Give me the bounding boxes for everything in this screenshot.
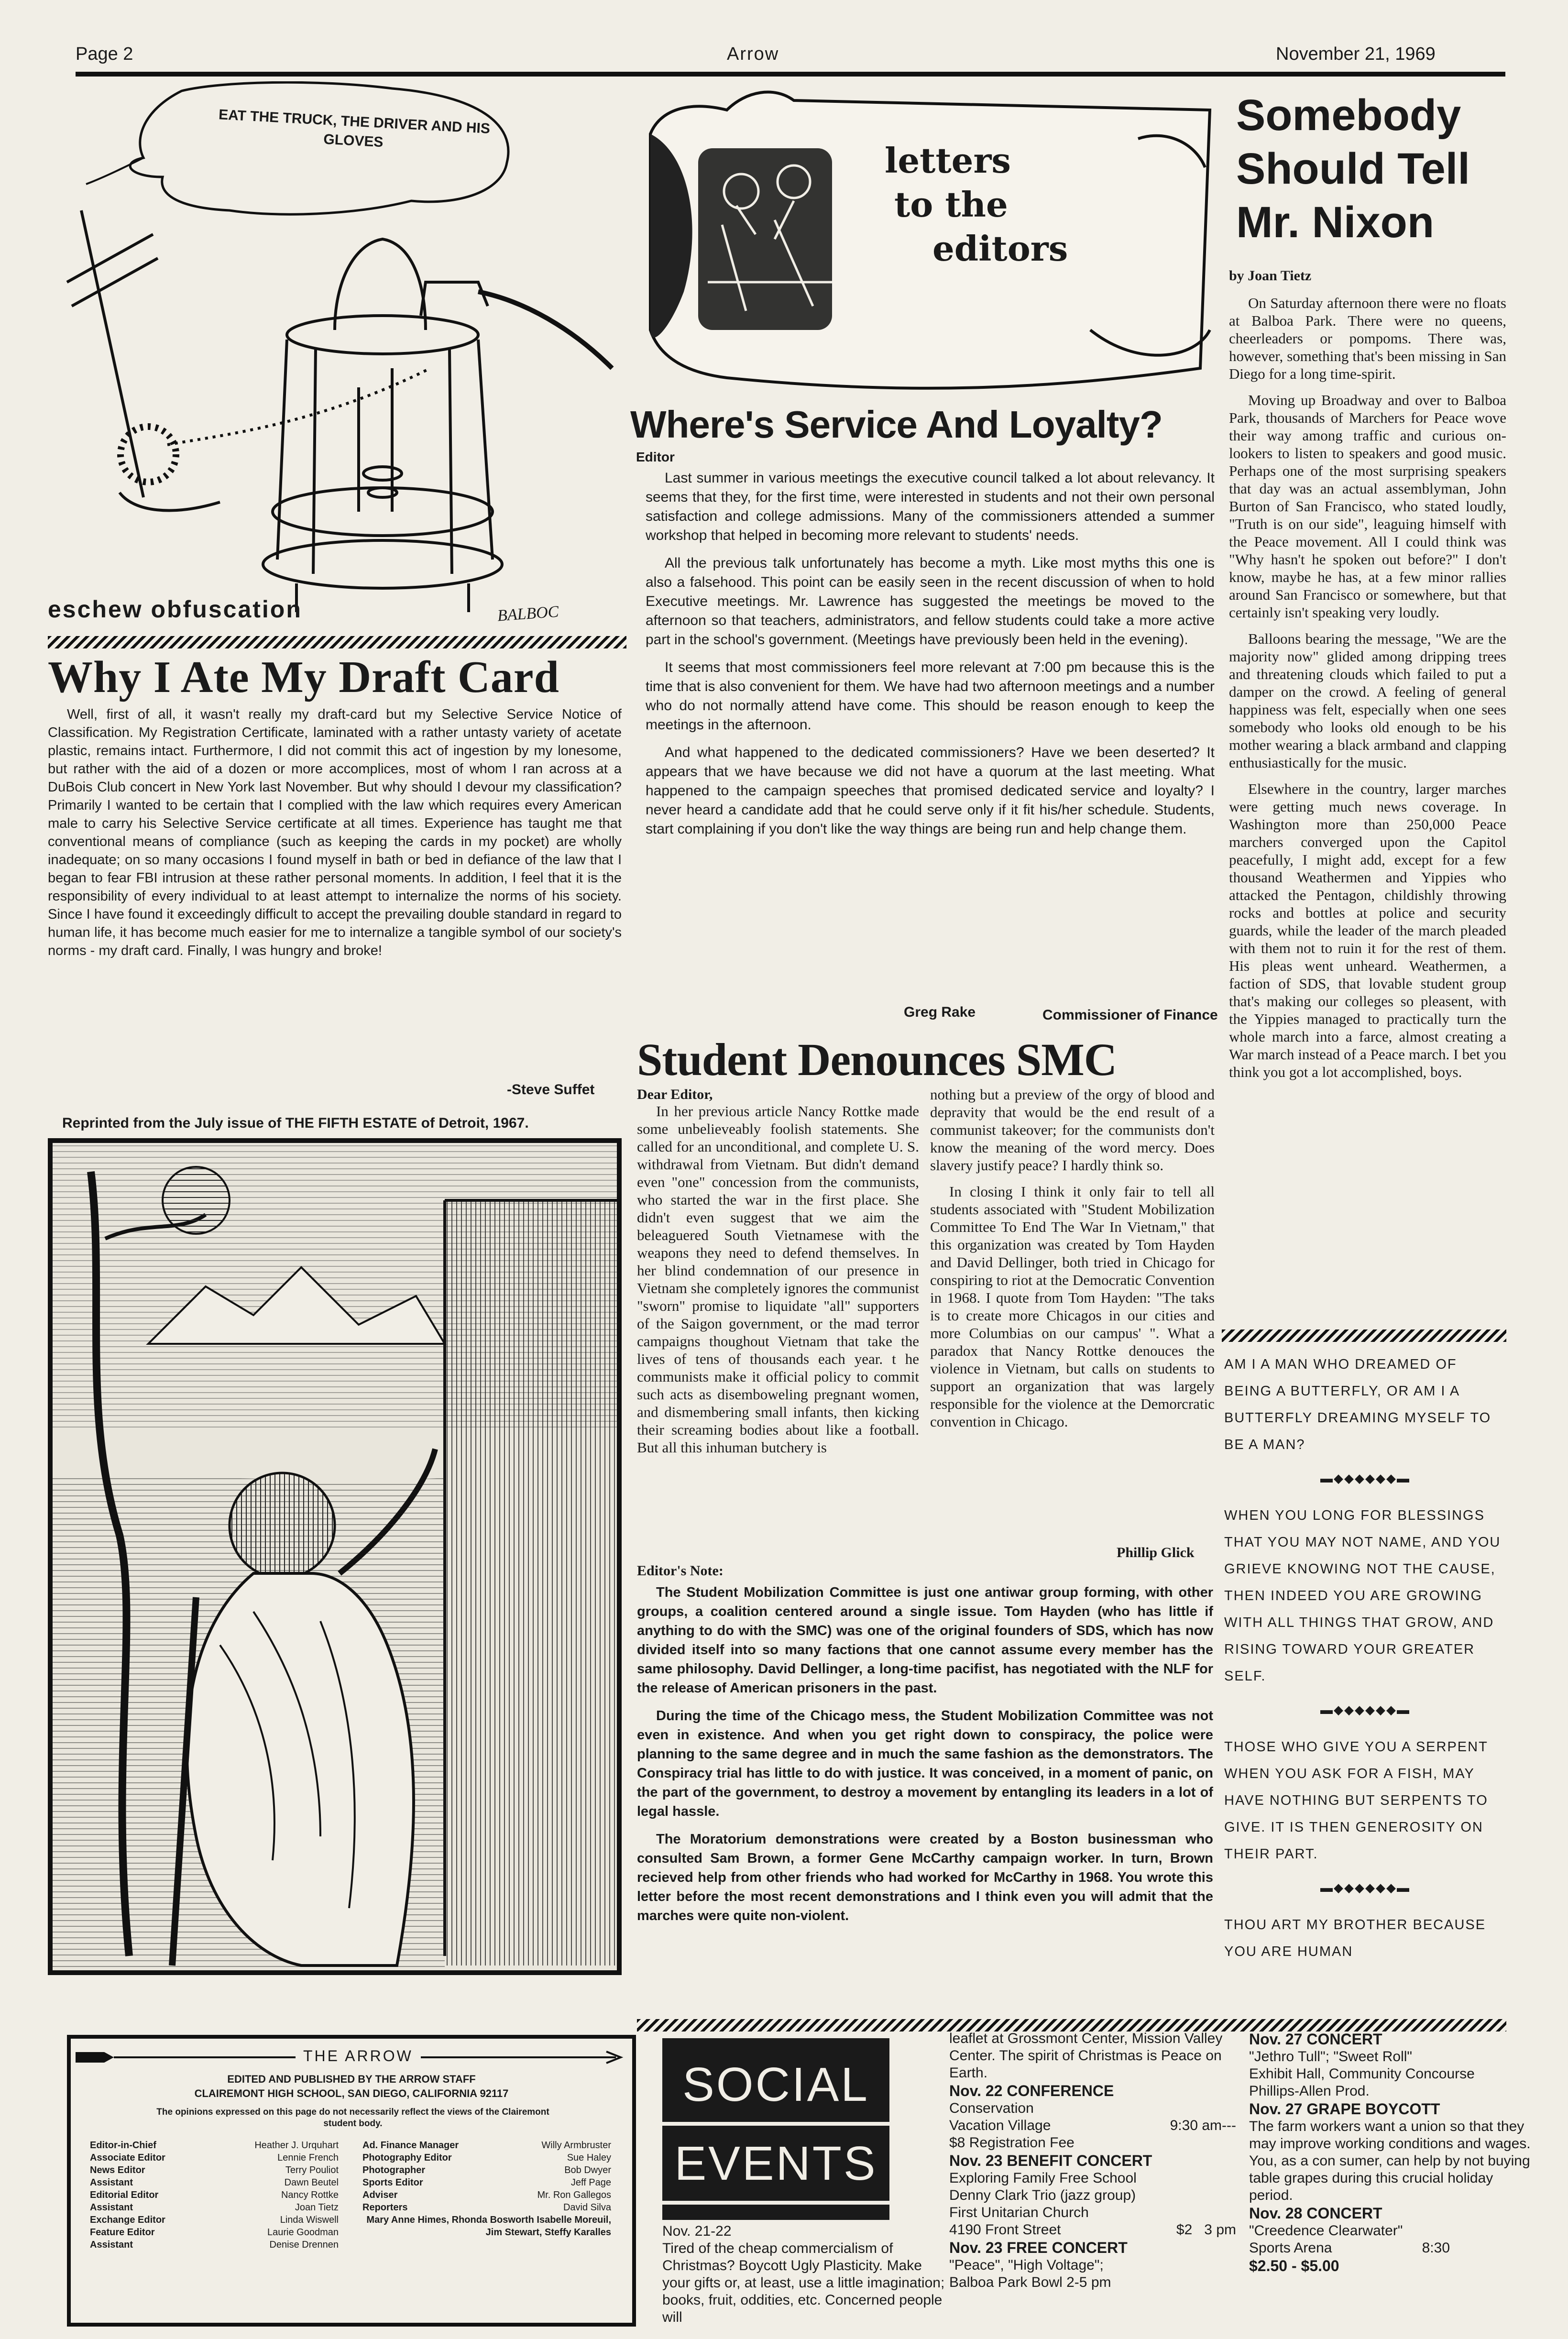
smc-paragraph: In closing I think it only fair to tell all students associated with "Student Mobilization Committee To End The War In Vietnam," that this organization was created by Tom Hayden and David Dellinger, both tried in Chicago for conspiring to riot at the Democratic Convention in 1968. I quote from Tom Hayden: "The taks is to create more Chicagos in our cities and more Columbias on our campus' ". What a paradox that Nancy Rottke denouces the violence in Vietnam, but calls on students to support an organization that was largely responsible for the violence at the Demorcratic convention in Chicago. — [930, 1183, 1215, 1430]
nov27-head: Nov. 27 CONCERT — [1249, 2031, 1382, 2048]
staff-row: Reporters David Silva — [362, 2202, 611, 2213]
poem-stanza: THOU ART MY BROTHER BECAUSE YOU ARE HUMAN — [1224, 1917, 1486, 1959]
conference-line: $8 Registration Fee — [949, 2135, 1075, 2151]
staff-row: Assistant Dawn Beutel — [90, 2177, 339, 2188]
benefit-line: Denny Clark Trio (jazz group) — [949, 2187, 1136, 2203]
social-title-block — [662, 2038, 889, 2220]
nov28-row: Sports Arena 8:30 — [1249, 2240, 1450, 2256]
masthead-box — [67, 2035, 636, 2327]
smc-note-label: Editor's Note: — [637, 1563, 724, 1579]
separator-left-top — [48, 636, 626, 648]
cartoon — [48, 81, 622, 626]
social-column-2 — [949, 2030, 1236, 2291]
staff-row: Adviser Mr. Ron Gallegos — [362, 2190, 611, 2200]
smc-headline: Student Denounces SMC — [637, 1034, 1117, 1085]
header-rule — [76, 72, 1505, 77]
masthead-line1: EDITED AND PUBLISHED BY THE ARROW STAFF — [227, 2073, 476, 2085]
benefit-line: First Unitarian Church — [949, 2205, 1089, 2220]
nixon-headline-line: Should Tell — [1236, 144, 1470, 193]
smc-signature: Phillip Glick — [1117, 1545, 1195, 1560]
cartoon-drawing — [48, 81, 622, 626]
staff-row: Photographer Bob Dwyer — [362, 2165, 611, 2175]
staff-row: Associate Editor Lennie French — [90, 2152, 339, 2163]
conference-line: Conservation — [949, 2100, 1034, 2116]
social-intro — [662, 2223, 949, 2326]
staff-row: Assistant Denise Drennen — [90, 2240, 339, 2250]
page-number: Page 2 — [76, 44, 133, 64]
social-column-3 — [1249, 2030, 1531, 2275]
smc-paragraph: nothing but a preview of the orgy of blood and depravity that would be the end result of a communist takeover; for the communists don't know the meaning of the word mercy. Does slavery justify peace? I hardly think so. — [930, 1086, 1215, 1174]
col2-lead: leaflet at Grossmont Center, Mission Valley Center. The spirit of Christmas is Peace on Earth. — [949, 2031, 1223, 2081]
smc-note-paragraph: During the time of the Chicago mess, the Student Mobilization Committee was not even in existence. And when you get right down to conspiracy, the police were planning to the same degree and in much the same fashion as the demonstrators. The Conspiracy trial has little to do with justice. It was conceived, in a moment of panic, on the part of the government, to destroy a movement by entangling its leaders in a lot of legal hassle. — [637, 1708, 1213, 1819]
smc-salutation: Dear Editor, — [637, 1087, 713, 1102]
poem-stanza: THOSE WHO GIVE YOU A SERPENT WHEN YOU ASK FOR A FISH, MAY HAVE NOTHING BUT SERPENTS TO GIVE. IT IS THEN GENEROSITY ON THEIR PART. — [1224, 1739, 1488, 1862]
service-paragraph: It seems that most commissioners feel more relevant at 7:00 pm because this is the time that is also convenient for them. We have had two afternoon meetings and a number who do not normally attend have come. This should be reason enough to keep the meetings in the afternoon. — [646, 659, 1215, 733]
draftcard-headline: Why I Ate My Draft Card — [48, 652, 559, 702]
staff-row: News Editor Terry Pouliot — [90, 2165, 339, 2175]
nov28-head: Nov. 28 CONCERT — [1249, 2205, 1382, 2222]
woodcut-drawing — [53, 1143, 617, 1970]
smc-note-paragraph: The Moratorium demonstrations were created by a Boston businessman who consulted Sam Brown, a former Gene McCarthy campaign worker. In turn, Brown recieved help from other friends who had worked for McCarthy in 1968. You wrote this letter before the most recent demonstrations and I think even you will admit that the marches were quite non-violent. — [637, 1832, 1213, 1923]
nov28-line: "Creedence Clearwater" — [1249, 2223, 1403, 2239]
masthead-line2: CLAIREMONT HIGH SCHOOL, SAN DIEGO, CALIFORNIA 92117 — [194, 2087, 509, 2099]
free-concert-line: Balboa Park Bowl 2-5 pm — [949, 2274, 1111, 2290]
letters-title-line2: to the — [894, 184, 1008, 225]
events-word: EVENTS — [662, 2136, 889, 2205]
service-body — [646, 469, 1215, 1004]
nixon-body — [1229, 294, 1506, 1322]
staff-row: Editor-in-Chief Heather J. Urquhart — [90, 2140, 339, 2151]
nixon-headline-line: Somebody — [1236, 91, 1461, 140]
service-paragraph: And what happened to the dedicated commissioners? Have we been deserted? It appears that we have because we did not have a quorum at the last meeting. What happened to the campaign speeches that promised dedicated service and loyalty? I never heard a candidate add that he could serve only if it fit his/her schedule. Students, start complaining if you don't like the way things are being run and help change them. — [646, 745, 1215, 837]
poem-stanza: AM I A MAN WHO DREAMED OF BEING A BUTTERFLY, OR AM I A BUTTERFLY DREAMING MYSELF TO BE A MAN? — [1224, 1357, 1491, 1452]
smc-column-1 — [637, 1102, 919, 1576]
staff-row: Ad. Finance Manager Willy Armbruster — [362, 2140, 611, 2151]
poem-divider-icon: ▬◆◆◆◆◆◆▬ — [1320, 1702, 1410, 1717]
service-paragraph: All the previous talk unfortunately has become a myth. Like most myths this one is also a falsehood. This point can be easily seen in the recent discussion of when to hold Executive meetings. Mr. Lawrence has suggested the meetings be moved to the afternoon so that teachers, administrators, and fellow students could take a more active part in the school's government. (Meetings have previously been held in the evening). — [646, 555, 1215, 648]
conference-head: Nov. 22 CONFERENCE — [949, 2082, 1114, 2099]
intro-date: Nov. 21-22 — [662, 2223, 732, 2239]
free-concert-line: "Peace", "High Voltage"; — [949, 2257, 1104, 2273]
nov27-line: "Jethro Tull"; "Sweet Roll" — [1249, 2049, 1413, 2064]
staff-row: Assistant Joan Tietz — [90, 2202, 339, 2213]
staff-right — [362, 2139, 611, 2239]
service-signature-title: Commissioner of Finance — [1042, 1007, 1218, 1023]
service-paragraph: Last summer in various meetings the executive council talked a lot about relevancy. It seems that they, for the first time, were interested in students and not their own personal satisfaction and college admissions. Many of the commissioners attended a summer workshop that helped in becoming more relevant to students' needs. — [646, 470, 1215, 543]
cartoon-signature: BALBOC — [496, 603, 559, 625]
smc-note-paragraph: The Student Mobilization Committee is just one antiwar group forming, with other groups, a coalition centered around a single issue. Tom Hayden (who has little if anything to do with the SMC) was one of the original founders of SDS, which has now divided itself into so many factions that one cannot assume every member has the same philosophy. David Dellinger, a long-time pacifist, has negotiated with the NLF for the release of American prisoners in the past. — [637, 1585, 1213, 1696]
nixon-headline-line: Mr. Nixon — [1236, 198, 1435, 247]
service-salutation: Editor — [636, 450, 675, 464]
masthead-title: THE ARROW — [296, 2047, 421, 2065]
poem — [1224, 1351, 1506, 2016]
woodcut-illustration — [48, 1138, 622, 1975]
nixon-paragraph: On Saturday afternoon there were no floats at Balboa Park. There were no queens, cheerleaders or pompoms. There was, however, something that's been missing in San Diego for a long time-spirit. — [1229, 295, 1506, 382]
masthead-disclaimer: The opinions expressed on this page do not necessarily reflect the views of the Clairemont student body. — [156, 2107, 549, 2129]
grape-text: The farm workers want a union so that they may improve working conditions and wages. You, as a con sumer, can help by not buying table grapes during this crucial holiday period. — [1249, 2119, 1531, 2203]
letters-banner-title — [875, 139, 1143, 271]
nixon-headline — [1236, 88, 1504, 249]
speech-bubble-text: EAT THE TRUCK, THE DRIVER AND HIS GLOVES — [218, 107, 491, 151]
staff-row: Sports Editor Jeff Page — [362, 2177, 611, 2188]
service-headline: Where's Service And Loyalty? — [630, 403, 1162, 446]
nov28-price: $2.50 - $5.00 — [1249, 2257, 1339, 2274]
grape-head: Nov. 27 GRAPE BOYCOTT — [1249, 2100, 1440, 2118]
nixon-byline: by Joan Tietz — [1229, 268, 1312, 284]
nixon-paragraph: Moving up Broadway and over to Balboa Park, thousands of Marchers for Peace wove their way among traffic and curious on-lookers to listen to speakers and good music. Perhaps one of the most surprising speakers that day was an actual assemblyman, John Burton of San Francisco, who stated loudly, "Truth is on our side", leaguing himself with the Peace movement. All I could think was "Why hasn't he spoken out before?" I don't know, maybe he has, at a few minor rallies around San Francisco or somewhere, but that certainly isn't speaking very loudly. — [1229, 392, 1506, 621]
letters-title-line1: letters — [885, 140, 1011, 181]
paper-name: Arrow — [727, 44, 779, 64]
poem-divider-icon: ▬◆◆◆◆◆◆▬ — [1320, 1471, 1410, 1485]
nov27-line: Phillips-Allen Prod. — [1249, 2083, 1370, 2099]
staff-left — [90, 2139, 339, 2251]
staff-row: Exchange Editor Linda Wiswell — [90, 2215, 339, 2225]
poem-stanza: WHEN YOU LONG FOR BLESSINGS THAT YOU MAY NOT NAME, AND YOU GRIEVE KNOWING NOT THE CAUSE, THEN INDEED YOU ARE GROWING WITH ALL THINGS THAT GROW, AND RISING TOWARD YOUR GREATER SELF. — [1224, 1508, 1501, 1684]
issue-date: November 21, 1969 — [1276, 44, 1436, 64]
staff-row: Photography Editor Sue Haley — [362, 2152, 611, 2163]
conference-row: Vacation Village 9:30 am--- — [949, 2118, 1236, 2133]
nixon-paragraph: Elsewhere in the country, larger marches were getting much news coverage. In Washington more than 250,000 Peace marchers converged upon the Capitol peacefully, I might add, except for a few thousand Weathermen and Yippies who attacked the Pentagon, childishly throwing rocks and bottles at police and security guards, while the leader of the march pleaded with them not to ruin it for the rest of them. His pleas went unheard. Weathermen, a faction of SDS, that lovable student group that's making our colleges so pleasent, with the Yippies managed to practically turn the whole march into a farce, almost creating a War march instead of a Peace march. I bet you think you got a lot accomplished, boys. — [1229, 780, 1506, 1080]
staff-row: Feature Editor Laurie Goodman — [90, 2227, 339, 2238]
service-signature: Greg Rake — [904, 1004, 976, 1020]
intro-text: Tired of the cheap commercialism of Christmas? Boycott Ugly Plasticity. Make your gifts or, at least, use a little imagination; books, fruit, oddities, etc. Concerned people will — [662, 2240, 945, 2325]
draftcard-reprint: Reprinted from the July issue of THE FIFTH ESTATE of Detroit, 1967. — [62, 1115, 529, 1131]
smc-paragraph: In her previous article Nancy Rottke made some unbelieveably foolish statements. She called for an unconditional, and complete U. S. withdrawal from Vietnam. But didn't demand even "one" concession from the communists, who started the war in the first place. She didn't even suggest that we aim the beleaguered South Vietnamese with the weapons they need to defend themselves. In her blind condemnation of our presence in Vietnam she completely ignores the communist "sworn" promise to liquidate "all" supporters of the Saigon government, or the mad terror campaigns thoughout Vietnam that take the lives of tens of thousands each year. t he communists make it official policy to commit such acts as disemboweling pregnant women, and dismembering small infants, then kicking their screaming bodies about like a football. But all this inhuman butchery is — [637, 1103, 919, 1456]
draftcard-signature: -Steve Suffet — [507, 1082, 595, 1098]
benefit-line: Exploring Family Free School — [949, 2170, 1137, 2186]
nixon-paragraph: Balloons bearing the message, "We are the majority now" glided among dripping trees and threatening clouds which failed to put a damper on the crowd. A feeling of general happiness was felt, especially when one sees somebody who looks old enough to be his mother wearing a black armband and clapping enthusiastically for the music. — [1229, 630, 1506, 771]
benefit-head: Nov. 23 BENEFIT CONCERT — [949, 2152, 1152, 2169]
nov27-line: Exhibit Hall, Community Concourse — [1249, 2066, 1475, 2082]
benefit-row: 4190 Front Street $2 3 pm — [949, 2222, 1236, 2238]
draftcard-paragraph: Well, first of all, it wasn't really my draft-card but my Selective Service Notice of Classification. My Registration Certificate, laminated with a rather untasty variety of acetate plastic, remains intact. Furthermore, I did not commit this act of ingestion by my lonesome, but rather with the aid of a dozen or more accomplices, most of whom I ran across at a DuBois Club concert in New York last November. But why should I devour my classification? Primarily I wanted to be certain that I complied with the law which requires every American male to carry his Selective Service certificate at all times. Experience has taught me that conventional means of compliance (such as keeping the cards in my pocket) are wholly inadequate; on so many occasions I found myself in bath or bed in defiance of the law that I began to fear FBI intrusion at these rather personal moments. In addition, I feel that it is the responsibility of every individual to at least attempt to internalize the norms of his society. Since I have found it exceedingly difficult to accept the prevailing double standard in regard to human life, it has become much easier for me to internalize a tangible symbol of our society's norms - my draft card. Finally, I was hungry and broke! — [48, 707, 622, 958]
smc-column-2 — [930, 1086, 1215, 1585]
cartoon-caption: eschew obfuscation — [48, 596, 302, 623]
reporters-more: Mary Anne Himes, Rhonda Bosworth Isabelle Moreuil, Jim Stewart, Steffy Karalles — [366, 2215, 611, 2238]
letters-title-line3: editors — [932, 228, 1068, 269]
social-word: SOCIAL — [662, 2057, 889, 2126]
free-concert-head: Nov. 23 FREE CONCERT — [949, 2239, 1128, 2256]
poem-divider-icon: ▬◆◆◆◆◆◆▬ — [1320, 1880, 1410, 1895]
draftcard-body — [48, 705, 622, 1126]
staff-row: Editorial Editor Nancy Rottke — [90, 2190, 339, 2200]
smc-note-body — [637, 1583, 1213, 2018]
separator-right — [1222, 1329, 1506, 1342]
